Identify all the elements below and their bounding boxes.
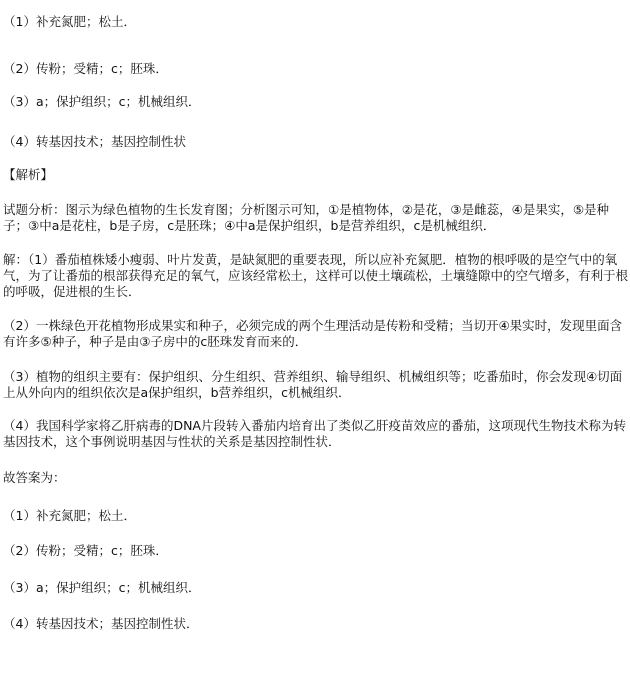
final-answer-1: （1）补充氮肥；松土． bbox=[3, 508, 136, 523]
final-answer-3: （3）a；保护组织；c；机械组织． bbox=[3, 580, 201, 595]
top-answer-3: （3）a；保护组织；c；机械组织． bbox=[3, 94, 201, 109]
solution-part-4: （4）我国科学家将乙肝病毒的DNA片段转入番茄内培育出了类似乙肝疫苗效应的番茄，这项现代生物技术称为转基因技术，这个事例说明基因与性状的关系是基因控制性状． bbox=[3, 418, 626, 449]
top-answer-2: （2）传粉；受精；c；胚珠． bbox=[3, 61, 168, 76]
analysis-heading: 【解析】 bbox=[3, 167, 54, 182]
solution-part-2: （2）一株绿色开花植物形成果实和种子，必须完成的两个生理活动是传粉和受精；当切开④果实时，发现里面含有许多⑤种子，种子是由③子房中的c胚珠发育而来的． bbox=[3, 318, 623, 349]
final-answer-4: （4）转基因技术；基因控制性状． bbox=[3, 616, 199, 631]
solution-part-1: 解：（1）番茄植株矮小瘦弱、叶片发黄，是缺氮肥的重要表现，所以应补充氮肥．植物的根呼吸的是空气中的氧气，为了让番茄的根部获得充足的氧气，应该经常松土，这样可以使土壤疏松，土壤缝隙中的空气增多，有利于根的呼吸，促进根的生长． bbox=[3, 252, 629, 299]
top-answer-4: （4）转基因技术；基因控制性状 bbox=[3, 134, 186, 149]
top-answer-1: （1）补充氮肥；松土． bbox=[3, 14, 136, 29]
analysis-intro: 试题分析：图示为绿色植物的生长发育图；分析图示可知，①是植物体，②是花，③是雌蕊，④是果实，⑤是种子；③中a是花柱，b是子房，c是胚珠；④中a是保护组织，b是营养组织，c是机械组织． bbox=[3, 202, 610, 233]
solution-part-3: （3）植物的组织主要有：保护组织、分生组织、营养组织、输导组织、机械组织等；吃番茄时，你会发现④切面上从外向内的组织依次是a保护组织，b营养组织，c机械组织． bbox=[3, 369, 623, 400]
final-answer-heading: 故答案为： bbox=[3, 470, 66, 485]
final-answer-2: （2）传粉；受精；c；胚珠． bbox=[3, 543, 168, 558]
